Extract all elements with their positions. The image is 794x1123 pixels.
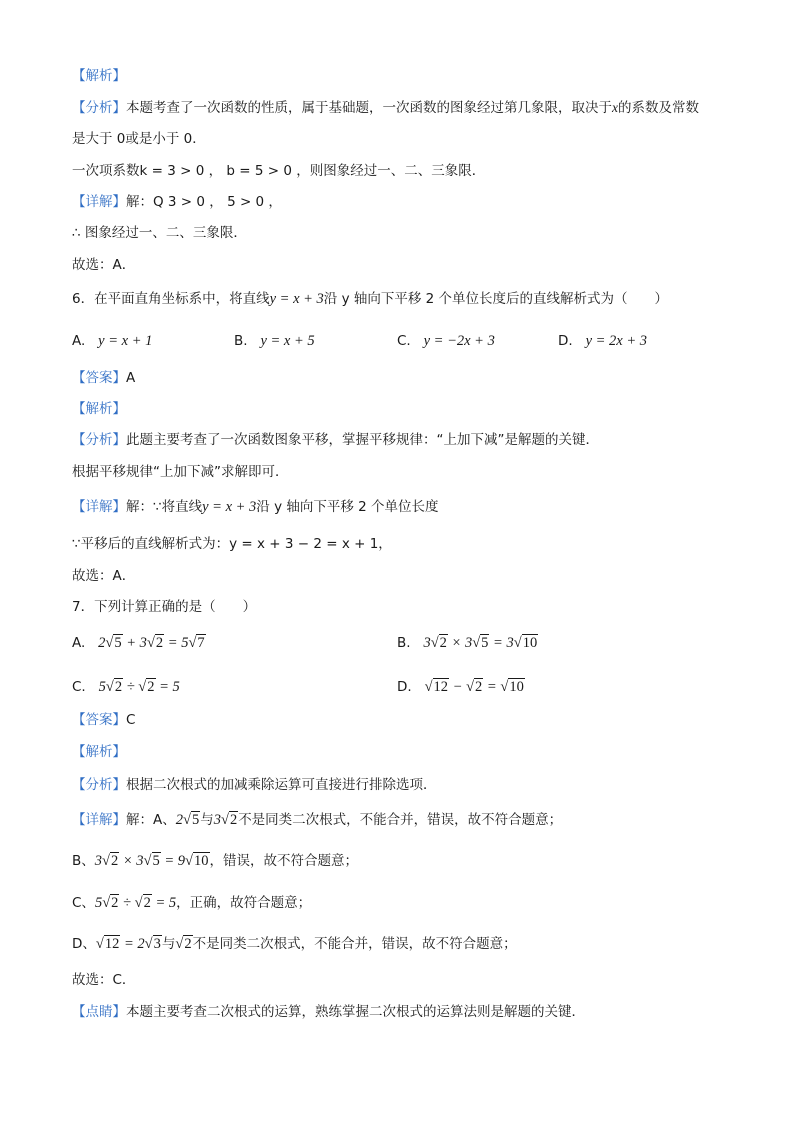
detail-b-prefix: B、: [72, 853, 95, 869]
option-label: B.: [397, 635, 411, 651]
answer-value: C: [126, 712, 136, 728]
q6-detail-equation: y = x + 3: [202, 499, 257, 515]
option-expression: 3√2 × 3√5 = 3√10: [423, 635, 538, 651]
therefore-line: ∴ 图象经过一、二、三象限．: [72, 225, 247, 241]
variable-x: x: [612, 100, 618, 115]
detail-d-text: 不是同类二次根式，不能合并，错误，故不符合题意；: [192, 936, 517, 952]
q7-answer-line: [72, 710, 135, 730]
detail-c-prefix: C、: [72, 895, 95, 911]
detail-d-expression-2: √2: [175, 936, 192, 952]
option-expression: y = 2x + 3: [585, 333, 648, 349]
option-label: A.: [72, 635, 86, 651]
detail-text: 解：∵将直线: [126, 499, 203, 515]
detail-text-end: 沿 y 轴向下平移 2 个单位长度: [256, 499, 439, 515]
q6-stem-end: 沿 y 轴向下平移 2 个单位长度后的直线解析式为（ ）: [323, 291, 669, 307]
detail-b-text: ，错误，故不符合题意；: [209, 853, 359, 869]
q7-option-d[interactable]: [397, 676, 525, 698]
analysis-line: [72, 98, 699, 118]
q6-option-b[interactable]: [234, 330, 315, 352]
option-expression: 2√5 + 3√2 = 5√7: [98, 635, 205, 651]
q6-line-equation: y = x + 3: [269, 291, 324, 307]
detail-c-expression: 5√2 ÷ √2 = 5: [94, 895, 177, 911]
analysis-tag: 【分析】: [72, 100, 126, 116]
detail-line: [72, 192, 282, 212]
q6-answer-line: [72, 368, 135, 388]
question-7-stem: 7．下列计算正确的是（ ）: [72, 599, 257, 615]
option-label: A.: [72, 333, 86, 349]
q7-detail-d-line: [72, 934, 517, 954]
analysis-tag: 【分析】: [72, 432, 126, 448]
detail-c-text: ，正确，故符合题意；: [176, 895, 312, 911]
detail-tag: 【详解】: [72, 499, 126, 515]
option-expression: √12 − √2 = √10: [424, 679, 524, 695]
analysis-text: 本题考查了一次函数的性质，属于基础题，一次函数的图象经过第几象限，取决于: [126, 100, 612, 116]
option-expression: y = x + 1: [98, 333, 153, 349]
q7-analysis-line: [72, 775, 437, 795]
detail-b-expression: 3√2 × 3√5 = 9√10: [94, 853, 209, 869]
q6-detail-line: [72, 497, 439, 517]
q6-result-line: ∵平移后的直线解析式为：y = x + 3 − 2 = x + 1，: [72, 536, 392, 552]
tip-text: 本题主要考查二次根式的运算，熟练掌握二次根式的运算法则是解题的关键．: [126, 1004, 585, 1020]
analysis-text-end: 的系数及常数: [618, 100, 699, 116]
q6-stem-start: 6．在平面直角坐标系中，将直线: [72, 291, 270, 307]
option-label: D.: [397, 679, 412, 695]
q7-detail-c-line: [72, 893, 311, 913]
q6-jiexi-heading: 【解析】: [72, 401, 126, 417]
question-6-stem: [72, 289, 668, 309]
q7-tip-line: [72, 1002, 585, 1022]
coefficient-line: 一次项系数k = 3 > 0 ， b = 5 > 0 ，则图象经过一、二、三象限．: [72, 163, 486, 179]
option-label: C.: [72, 679, 86, 695]
answer-value: A: [126, 370, 136, 386]
detail-tag: 【详解】: [72, 194, 126, 210]
detail-d-expression: √12 = 2√3: [95, 936, 161, 952]
analysis-text: 根据二次根式的加减乘除运算可直接进行排除选项．: [126, 777, 437, 793]
analysis-text: 此题主要考查了一次函数图象平移，掌握平移规律：“上加下减”是解题的关键．: [126, 432, 599, 448]
q6-option-d[interactable]: [558, 330, 647, 352]
option-label: B.: [234, 333, 248, 349]
detail-d-and: 与: [161, 936, 176, 952]
q7-choice-line: 故选：C．: [72, 972, 136, 988]
detail-d-prefix: D、: [72, 936, 96, 952]
q6-analysis-line-2: 根据平移规律“上加下减”求解即可．: [72, 464, 289, 480]
option-expression: y = x + 5: [260, 333, 315, 349]
analysis-line-2: 是大于 0或是小于 0．: [72, 131, 206, 147]
choice-line: 故选：A．: [72, 257, 136, 273]
detail-a-text: 不是同类二次根式，不能合并，错误，故不符合题意；: [238, 812, 563, 828]
q7-jiexi-heading: 【解析】: [72, 744, 126, 760]
q6-analysis-line: [72, 430, 599, 450]
option-expression: 5√2 ÷ √2 = 5: [98, 679, 180, 695]
tip-tag: 【点睛】: [72, 1004, 126, 1020]
option-label: D.: [558, 333, 573, 349]
q7-detail-b-line: [72, 851, 358, 871]
option-expression: y = −2x + 3: [423, 333, 495, 349]
jiexi-heading: 【解析】: [72, 68, 126, 84]
answer-tag: 【答案】: [72, 712, 126, 728]
q7-detail-a-line: [72, 810, 562, 830]
option-label: C.: [397, 333, 411, 349]
detail-a-expression-2: 3√2: [213, 812, 238, 828]
detail-text: 解：Q 3 > 0 ， 5 > 0 ，: [126, 194, 282, 210]
q7-option-a[interactable]: [72, 632, 206, 654]
detail-a-and: 与: [200, 812, 214, 828]
q7-option-c[interactable]: [72, 676, 180, 698]
detail-a-expression: 2√5: [175, 812, 200, 828]
analysis-tag: 【分析】: [72, 777, 126, 793]
answer-tag: 【答案】: [72, 370, 126, 386]
q6-option-a[interactable]: [72, 330, 152, 352]
q7-option-b[interactable]: [397, 632, 538, 654]
detail-tag: 【详解】: [72, 812, 126, 828]
q6-choice-line: 故选：A．: [72, 568, 136, 584]
q6-option-c[interactable]: [397, 330, 495, 352]
detail-a-prefix: 解：A、: [126, 812, 176, 828]
